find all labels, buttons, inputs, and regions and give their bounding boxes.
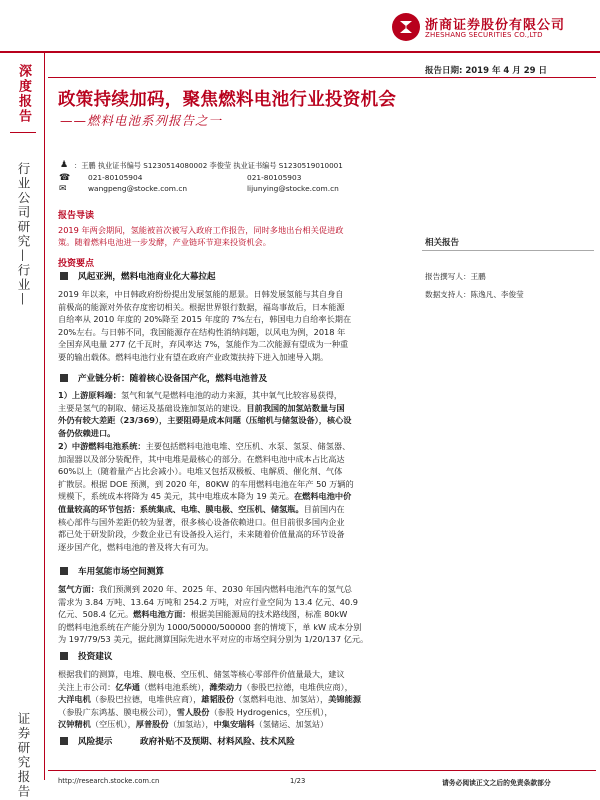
point4-line: （燃料电池系统）， <box>139 681 210 692</box>
point1-line: 全国弃风电量 277 亿千瓦时，弃风率达 7%，氢能作为二次能源有望成为一种重 <box>58 339 349 350</box>
report-subtitle: ——燃料电池系列报告之一 <box>60 113 223 128</box>
page-number: 1/23 <box>290 777 306 785</box>
footer-divider <box>48 770 596 771</box>
analyst2-email[interactable]: lijunying@stocke.com.cn <box>247 184 339 193</box>
point4-company: 汉钟精机 <box>58 719 91 730</box>
point2-line: 逐步国产化，燃料电池的普及将大有可为。 <box>58 541 214 552</box>
point4-company: 大洋电机 <box>58 694 91 705</box>
point1-title: 风起亚洲，燃料电池商业化大幕拉起 <box>78 272 216 282</box>
point4-line: （参股巴拉德，电堆供应商）， <box>242 681 353 692</box>
point4-company: 雪人股份 <box>176 706 210 717</box>
date-underline <box>48 77 596 78</box>
point4-line: （参股广东鸿基、膜电极公司）， <box>58 706 177 717</box>
point2-line: 目前我国的加氢站数量与国 <box>246 402 345 413</box>
point3-line: 的燃料电池系统在产能分别为 1000/50000/500000 套的情境下，单 kW 成本分别 <box>58 621 362 632</box>
related-divider <box>422 250 594 251</box>
point2-line: 60%以上（随着量产占比会减小）。电堆又包括双极板、电解质、催化剂、气体 <box>58 466 343 477</box>
point4-title: 投资建议 <box>78 652 113 662</box>
email-icon: ✉ <box>59 184 67 194</box>
point3-line: 亿元、508.4 亿元。 <box>58 609 134 620</box>
point3-body <box>58 583 418 646</box>
company-name-cn: 浙商证券股份有限公司 <box>425 18 566 33</box>
point4-line: （氢储运、加氢站） <box>254 719 329 730</box>
bullet-icon <box>60 567 68 575</box>
point1-line: 要的输出载体。燃料电池行业有望在政府产业政策扶持下进入加速导入期。 <box>58 351 329 362</box>
left-rail-tag-research: 证券研究报告 <box>16 712 31 799</box>
point3-line: 根据美国能源局的技术路线图，标准 80kW <box>190 609 348 620</box>
analyst1-phone: 021-80105904 <box>88 173 143 182</box>
point1-line: 前极高的能源对外依存度密切相关。根据世界银行数据，福岛事故后，日本能源 <box>58 301 345 312</box>
guide-text-1: 2019 年两会期间，氢能被首次被写入政府工作报告，同时多地出台相关促进政 <box>58 225 344 235</box>
report-title: 政策持续加码，聚焦燃料电池行业投资机会 <box>58 90 397 110</box>
point2-line: 外仍有较大差距（23/369），主要阻碍是成本问题（压缩机与储氢设备），核心设 <box>58 415 352 426</box>
bullet-icon <box>60 652 68 660</box>
point2-line: 氢气和氧气是燃料电池的动力来源，其中氧气比较容易获得， <box>121 390 343 400</box>
point2-sub1-head: 1）上游原料端： <box>58 390 122 400</box>
left-rail-tag-industry: 行业公司研究—行业— <box>16 162 31 307</box>
phone-icon: ☎ <box>59 173 71 183</box>
left-rail-sep <box>10 132 36 133</box>
point1-line: 2019 年以来，中日韩政府纷纷提出发展氢能的愿景。日韩发展氢能与其自身自 <box>58 289 344 299</box>
data-support: 数据支持人：陈逸凡、李俊莹 <box>425 290 524 299</box>
bullet-icon <box>60 737 68 745</box>
point4-body <box>58 668 420 731</box>
logo-mark-icon <box>391 12 421 42</box>
bullet-icon <box>60 272 68 280</box>
point2-line: 扩散层。根据 DOE 预测，到 2020 年，80KW 的车用燃料电池在年产 50 万辆的 <box>58 478 354 489</box>
point4-company: 厚普股份 <box>135 719 169 730</box>
point4-company: 中集安瑞科 <box>213 719 255 730</box>
analyst-icon: ♟ <box>60 160 69 170</box>
point4-line: （氢燃料电池、加氢站）， <box>234 694 329 705</box>
point3-line: 为 197/79/53 美元，据此测算国际先进水平对应的市场空间分别为 1/20/137 亿元。 <box>58 634 369 645</box>
point4-company: 亿华通 <box>115 681 140 692</box>
point3-line: 氢气方面： <box>58 584 99 594</box>
point2-title: 产业链分析：随着核心设备国产化，燃料电池普及 <box>78 374 268 384</box>
footer-url[interactable]: http://research.stocke.com.cn <box>58 777 160 785</box>
point4-company: 潍柴动力 <box>209 681 243 692</box>
points-title: 投资要点 <box>58 259 95 269</box>
bullet-icon <box>60 374 68 382</box>
analyst1-email[interactable]: wangpeng@stocke.com.cn <box>88 184 188 193</box>
point2-line: 在燃料电池中价 <box>293 491 352 502</box>
point4-line: （空压机）， <box>90 719 136 730</box>
point2-sub1 <box>58 389 418 439</box>
report-date: 报告日期: 2019 年 4 月 29 日 <box>425 66 548 76</box>
point4-line: （参股 Hydrogenics，空压机）， <box>209 706 333 717</box>
point1-line: 自给率从 2010 年度的 20%降至 2015 年度的 7%左右，韩国电力自给率长期在 <box>58 314 352 325</box>
company-name-en: ZHESHANG SECURITIES CO.,LTD <box>425 31 543 39</box>
analyst2-phone: 021-80105903 <box>247 173 302 182</box>
point2-line: 主要是氢气的制取、储运及基础设施加氢站的建设。 <box>58 402 247 413</box>
company-logo <box>391 12 421 42</box>
point1-body <box>58 288 414 364</box>
analyst-line: ：王鹏 执业证书编号 S1230514080002 李俊莹 执业证书编号 S1230519010001 <box>74 161 343 170</box>
point2-sub2-head: 2）中游燃料电池系统： <box>58 441 146 451</box>
point3-title: 车用氢能市场空间测算 <box>78 567 164 577</box>
point1-line: 20%左右。与日韩不同，我国能源存在结构性消纳问题，以风电为例，2018 年 <box>58 326 346 337</box>
point3-line: 我们预测到 2020 年、2025 年、2030 年国内燃料电池汽车的氢气总 <box>98 584 352 594</box>
point2-line: 规模下，系统成本将降为 45 美元，其中电堆成本降为 19 美元。 <box>58 491 294 502</box>
guide-text-2: 策。随着燃料电池进一步发酵，产业链环节迎来投资机会。 <box>58 237 271 247</box>
point3-line: 燃料电池方面： <box>133 609 191 620</box>
point4-line: 根据我们的测算，电堆、膜电极、空压机、储氢等核心零部件价值量最大，建议 <box>58 669 345 679</box>
report-writer: 报告撰写人：王鹏 <box>425 272 486 281</box>
point2-sub2 <box>58 440 418 553</box>
point5-title: 风险提示 <box>78 737 113 747</box>
point2-line: 核心部件与国外差距仍较为显著，很多核心设备依赖进口。但目前很多国内企业 <box>58 516 345 527</box>
point3-line: 需求为 3.84 万吨、13.64 万吨和 254.2 万吨，对应行业空间为 13.4 亿元、40.9 <box>58 596 358 607</box>
point4-company: 美锦能源 <box>328 694 361 705</box>
point2-line: 加湿器以及部分装配件，其中电堆是最核心的部分。在燃料电池中成本占比高达 <box>58 453 345 464</box>
point2-line: 主要包括燃料电池电堆、空压机、水泵、氢泵、储氢器、 <box>145 441 351 451</box>
point4-line: 关注上市公司： <box>58 681 116 692</box>
point5-text: 政府补贴不及预期、材料风险、技术风险 <box>140 737 295 747</box>
footer-disclaimer: 请务必阅读正文之后的免责条款部分 <box>442 779 551 787</box>
header-divider <box>0 51 600 53</box>
point2-line: 目前国内在 <box>303 503 345 514</box>
guide-title: 报告导读 <box>58 211 95 221</box>
point2-line: 都已处于研发阶段，少数企业已有设备投入运行，未来随着价值量高的环节设备 <box>58 529 345 540</box>
related-title: 相关报告 <box>425 238 460 248</box>
point2-line: 值量较高的环节包括：系统集成、电堆、膜电极、空压机、储氢瓶。 <box>58 503 304 514</box>
left-rail-divider <box>44 52 45 780</box>
point2-line: 备仍依赖进口。 <box>58 427 116 438</box>
point4-line: （参股巴拉德，电堆供应商）， <box>90 694 202 705</box>
point4-company: 雄韬股份 <box>201 694 235 705</box>
left-rail-tag-depth: 深度报告 <box>16 64 31 124</box>
point4-line: （加氢站）， <box>168 719 214 730</box>
